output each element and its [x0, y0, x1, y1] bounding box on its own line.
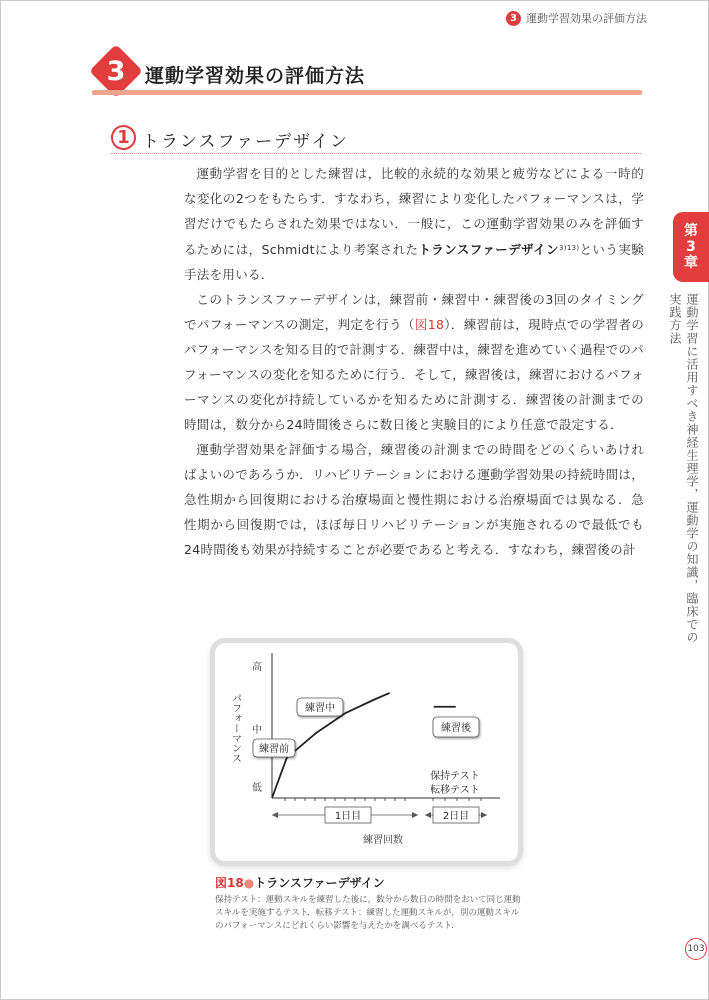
day2-arrow-left [425, 812, 431, 818]
figure-caption-title [215, 874, 385, 891]
p1-citation: 3)13) [559, 244, 580, 252]
subsection-rule [111, 153, 641, 154]
label-before: 練習前 [259, 744, 289, 755]
paragraph-2 [184, 287, 644, 437]
section-number: 3 [106, 55, 126, 87]
chapter-tab-line2: 3 [686, 239, 696, 255]
section-rule [92, 90, 642, 95]
caption-bullet: ● [243, 876, 255, 890]
chapter-tab [673, 212, 709, 282]
day2-label: 2日目 [442, 811, 470, 822]
day2-arrow-right [481, 812, 487, 818]
paragraph-3: 運動学習効果を評価する場合，練習後の計測までの時間をどのくらいあければよいのであろうか．リハビリテーションにおける運動学習効果の持続時間は，急性期から回復期における治療場面と慢性期における治療場面では異なる．急性期から回復期では，ほぼ毎日リハビリテーションが実施されるので最低でも24時間後も効果が持続することが必要であると考える．すなわち，練習後の計 [184, 442, 644, 557]
section-title: 運動学習効果の評価方法 [145, 65, 366, 87]
figure-caption-note: 保持テスト：運動スキルを練習した後に，数分から数日の時間をおいて同じ運動スキルを実施するテスト．転移テスト：練習した運動スキルが，別の運動スキルのパフォーマンスにどれくらい影響を与えたかを調べるテスト． [215, 895, 521, 931]
chapter-side-title: 運動学習に活用すべき神経生理学，運動学の知識，臨床での実践方法 [668, 293, 699, 644]
chapter-tab-line3: 章 [684, 255, 698, 271]
label-after: 練習後 [441, 723, 471, 734]
p2-text-b: ）．練習前は，現時点での学習者のパフォーマンスを知る目的で計測する．練習中は，練習を進めていく過程でのパフォーマンスの変化を知るために行う．そして，練習後は，練習におけるパフォーマンスの変化が持続しているかを知るために計測する．練習後の計測までの時間は，数分から24時間後さらに数日後と実験目的により任意で設定する． [184, 317, 644, 432]
y-axis-label: パフォーマンス [229, 693, 241, 763]
figure-panel [215, 643, 518, 861]
subsection-title: トランスファーデザイン [142, 132, 349, 152]
y-tick-mid: 中 [252, 725, 262, 736]
body-text [184, 161, 644, 562]
y-tick-high: 高 [252, 662, 262, 673]
page-number: 103 [685, 938, 707, 960]
p1-keyword: トランスファーデザイン [418, 242, 560, 257]
label-transfer-test: 転移テスト [430, 785, 480, 796]
running-head-number: 3 [506, 11, 521, 26]
p1-text-b: という実験手法を用いる． [184, 242, 644, 282]
chapter-tab-line1: 第 [684, 223, 698, 239]
p2-text-a: このトランスファーデザインは，練習前・練習中・練習後の3回のタイミングでパフォーマンスの測定，判定を行う（ [184, 292, 644, 332]
running-head-title: 運動学習効果の評価方法 [526, 12, 647, 25]
caption-number: 図18 [215, 876, 244, 890]
figure-chart [215, 643, 518, 861]
subsection-number: 1 [111, 125, 136, 150]
day1-arrow-right [412, 812, 418, 818]
paragraph-1 [184, 161, 644, 287]
label-retention-test: 保持テスト [430, 771, 480, 782]
y-tick-low: 低 [252, 783, 262, 794]
day1-arrow-left [272, 812, 278, 818]
label-during: 練習中 [305, 703, 335, 714]
p2-figure-ref: 図18 [414, 317, 445, 332]
day1-label: 1日目 [334, 811, 362, 822]
running-head [506, 10, 647, 26]
p1-text-a: 運動学習を目的とした練習は，比較的永続的な効果と疲労などによる一時的な変化の2つをもたらす．すなわち，練習により変化したパフォーマンスは，学習だけでもたらされた効果ではない．一般に，この運動学習効果のみを評価するためには，Schmidtにより考案された [184, 166, 644, 257]
caption-title-text: トランスファーデザイン [254, 876, 385, 890]
x-axis-label: 練習回数 [363, 835, 403, 846]
